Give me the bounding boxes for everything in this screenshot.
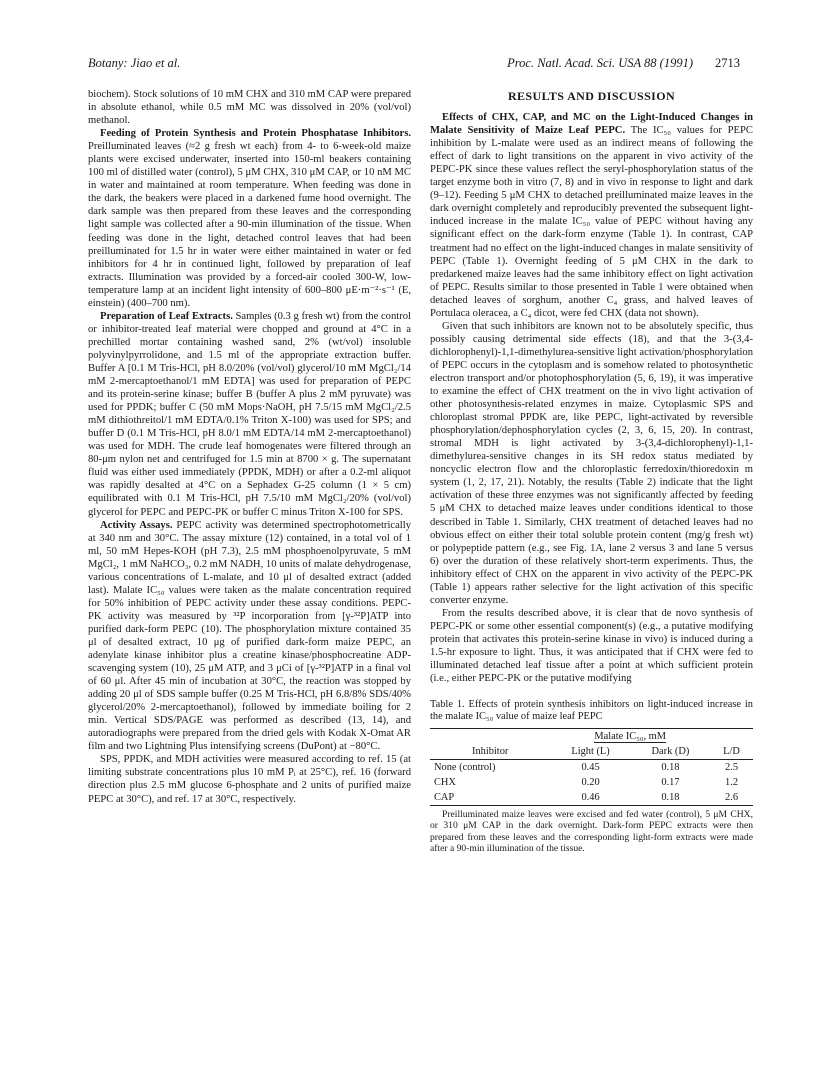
section-body: Preilluminated leaves (≈2 g fresh wt each) from 4- to 6-week-old maize plants were excised underwater, inserted into 150-ml beakers containing 100 ml of distilled water (control), 5 μM CHX, 310 μM CAP, or 10 nM MC in water and maintained at room temperature. When feeding was done in the dark, the beakers were placed in a darkened fume hood overnight. The dark sample was then prepared from these leaves and the corresponding light sample was collected after a 90-min illumination of the tissue. When feeding was done in the light, detached control leaves that had been preilluminated for 1.5 hr in water were either maintained in water or fed inhibitors for 4 hr in continued light, followed by preparation of leaf extracts. Illumination was provided by a forced-air cooled 300-W, low-temperature lamp at an incident light intensity of 600–800 μE·m⁻²·s⁻¹ (E, einstein) (400–700 nm). bbox=[88, 141, 411, 309]
table-cell: 2.6 bbox=[725, 791, 739, 803]
table-column-header: Light (L) bbox=[571, 745, 610, 757]
header-right bbox=[507, 56, 740, 71]
table-row bbox=[430, 759, 753, 775]
table-cell: CHX bbox=[434, 776, 456, 788]
running-header bbox=[88, 56, 740, 72]
journal-citation: Proc. Natl. Acad. Sci. USA 88 (1991) bbox=[507, 56, 693, 70]
header-left: Botany: Jiao et al. bbox=[88, 56, 181, 70]
table-cell: CAP bbox=[434, 791, 455, 803]
table-header-blank bbox=[710, 728, 753, 744]
table-cell: 0.45 bbox=[581, 761, 600, 773]
table-cell: 0.46 bbox=[581, 791, 600, 803]
table-header-blank bbox=[430, 728, 550, 744]
results-heading: RESULTS AND DISCUSSION bbox=[507, 89, 676, 103]
table-cell: 0.18 bbox=[661, 791, 680, 803]
section-body: Samples (0.3 g fresh wt) from the control or inhibitor-treated leaf material were chopped and ground at 4°C in a prechilled mortar containing washed sand, 2% (wt/vol) insoluble polyvinylpyrrolidone, and 1.5 ml of the appropriate extraction buffer. Buffer A [0.1 M Tris-HCl, pH 8.0/20% (vol/vol) glycerol/10 mM MgCl₂/14 mM 2-mercaptoethanol/1 mM EDTA] was used for preparation of PEPC and its protein-serine kinase; buffer B (buffer A plus 2 mM pyruvate) was used for PPDK; buffer C (50 mM Mops·NaOH, pH 7.5/15 mM MgCl₂/2.5 mM dithiothreitol/1 mM EDTA/0.1% Triton X-100) was used for SPS; and buffer D (0.1 M Tris-HCl, pH 8.0/1 mM EDTA/14 mM 2-mercaptoethanol) was used for MDH. The crude leaf homogenates were filtered through an 80-μm nylon net and centrifuged for 1.5 min at 8700 × g. The supernatant fluid was either used immediately (PPDK, MDH) or after a 0.2-ml aliquot was rapidly desalted at 4°C on a Sephadex G-25 column (1 × 5 cm) equilibrated with 0.1 M Tris-HCl, pH 7.5/10 mM MgCl₂/20% (vol/vol) glycerol for PEPC and PEPC-PK or buffer C minus Triton X-100 for SPS. bbox=[88, 310, 411, 518]
section-heading: Effects of CHX, CAP, and MC on the Light-Induced Changes in Malate Sensitivity of Maize Leaf PEPC. bbox=[430, 112, 753, 137]
table-footnote: Preilluminated maize leaves were excised and fed water (control), 5 μM CHX, or 310 μM CAP in the dark overnight. Dark-form PEPC extracts were then prepared from these leaves and the corresponding light-form extracts were made after a 90-min illumination of the tissue. bbox=[430, 808, 753, 854]
group-header-text: Malate IC₅₀, mM bbox=[594, 730, 667, 742]
table-cell: 0.17 bbox=[661, 776, 680, 788]
table-cell: 0.18 bbox=[661, 761, 680, 773]
table-column-header: Inhibitor bbox=[471, 745, 509, 757]
table-caption: Table 1. Effects of protein synthesis inhibitors on light-induced increase in the malate IC₅₀ value of maize leaf PEPC bbox=[430, 699, 753, 723]
table-cell: 2.5 bbox=[725, 761, 739, 773]
section-assays bbox=[88, 519, 411, 754]
section-heading: Activity Assays. bbox=[100, 519, 173, 531]
table-cell: 1.2 bbox=[725, 776, 739, 788]
table-1 bbox=[430, 728, 753, 806]
table-row bbox=[430, 790, 753, 806]
paragraph-continued: biochem). Stock solutions of 10 mM CHX and 310 mM CAP were prepared in absolute ethanol, while 0.5 mM MC was dissolved in 20% (vol/vol) methanol. bbox=[88, 89, 411, 127]
left-column bbox=[88, 88, 411, 806]
table-group-header bbox=[550, 728, 710, 744]
results-paragraph-2: Given that such inhibitors are known not to be absolutely specific, thus possibly causing detrimental side effects (18), and that the 3-(3,4-dichlorophenyl)-1,1-dimethylurea-sensitive light activation/phosphorylation of PEPC occurs in the cytoplasm and is somehow related to photosynthetic electron transport and/or photophosphorylation (5, 6, 19), it was imperative to examine the effect of CHX treatment on the in vivo light activation of other photosynthesis-related enzymes in maize. Cytoplasmic SPS and chloroplast stromal PPDK are, like PEPC, light-activated by reversible phosphorylation/dephosphorylation cycles (2, 3, 6, 15, 20). In contrast, stromal MDH is light activated by 3-(3,4-dichlorophenyl)-1,1-dimethylurea-sensitive changes in its SH redox status mediated by noncyclic electron flow and the chloroplastic ferredoxin/thioredoxin m system (1, 2, 17, 21). Notably, the results (Table 2) indicate that the light activation of these three enzymes was not significantly affected by feeding 5 μM CHX to detached maize leaves under conditions identical to those described in Table 1. Similarly, CHX treatment of detached leaves had no obvious effect on either their total soluble protein content (mg/g fresh wt) or polypeptide pattern (e.g., see Fig. 1A, lane 2 versus 3 and lane 5 versus 6) over the duration of these relatively short-term experiments. Thus, the inhibitory effect of CHX on the apparent in vivo activity of the PEPC-PK (Table 1) appears rather selective for the light activation of this specific converter enzyme. bbox=[430, 320, 753, 606]
table-row bbox=[430, 775, 753, 790]
table-cell: 0.20 bbox=[581, 776, 600, 788]
right-column bbox=[430, 88, 753, 854]
results-paragraph-1 bbox=[430, 111, 753, 320]
table-column-header: L/D bbox=[723, 745, 740, 757]
page-number: 2713 bbox=[715, 56, 740, 70]
section-extracts bbox=[88, 310, 411, 519]
table-column-header: Dark (D) bbox=[651, 745, 690, 757]
table-cell: None (control) bbox=[434, 761, 496, 773]
section-feeding bbox=[88, 127, 411, 310]
results-paragraph-3: From the results described above, it is clear that de novo synthesis of PEPC-PK or some other essential component(s) (e.g., a putative modifying protein that activates this protein-serine kinase in vivo) is induced during a 1.5-hr exposure to light. Thus, it was anticipated that if CHX were fed to illuminated detached leaf tissue after a point at which sufficient protein (i.e., either PEPC-PK or the putative modifying bbox=[430, 607, 753, 685]
section-body: The IC₅₀ values for PEPC inhibition by L-malate were used as an indirect means of following the effect of dark to light transitions on the apparent in vivo activity of the PEPC-PK since these values reflect the seryl-phosphorylation status of the target enzyme both in vitro (7, 8) and in vivo in response to light and dark (9–12). Feeding 5 μM CHX to detached preilluminated maize leaves in the dark overnight completely and reproducibly prevented the subsequent light-induced increase in the malate IC₅₀ value of PEPC without having any significant effect on the dark-form enzyme (Table 1). In contrast, CAP treatment had no effect on the light-induced changes in malate sensitivity of PEPC (Table 1). Overnight feeding of 5 μM CHX in the dark to predarkened maize leaves had the same inhibitory effect on light activation of PEPC. Results similar to those presented in Table 1 were obtained when detached leaves of sorghum, another C₄ grass, and halved leaves of Portulaca oleracea, a C₄ dicot, were fed CHX (data not shown). bbox=[430, 125, 753, 319]
paragraph-sps-ppdk-mdh: SPS, PPDK, and MDH activities were measured according to ref. 15 (at limiting substrate concentrations plus 10 mM Pᵢ at 25°C), ref. 16 (forward direction plus 2.5 mM glucose 6-phosphate and 2 units of purified maize PEPC at 30°C), and ref. 17 at 30°C, respectively. bbox=[88, 754, 411, 805]
section-heading: Feeding of Protein Synthesis and Protein Phosphatase Inhibitors. bbox=[100, 128, 411, 140]
section-heading: Preparation of Leaf Extracts. bbox=[100, 310, 233, 322]
section-body: PEPC activity was determined spectrophotometrically at 340 nm and 30°C. The assay mixture (12) contained, in a total vol of 1 ml, 50 mM Hepes-KOH (pH 7.3), 2.5 mM phosphoenolpyruvate, 5 mM MgCl₂, 1 mM NaHCO₃, 0.2 mM NADH, 10 units of malate dehydrogenase, various concentrations of L-malate, and 10 μl of desalted extract (added last). Malate IC₅₀ values were taken as the malate concentration required for 50% inhibition of PEPC activity under these assay conditions. PEPC-PK activity was measured by ³²P incorporation from [γ-³²P]ATP into purified dark-form PEPC (10). The phosphorylation mixture contained 35 μl of desalted extract, 10 μg of purified dark-form maize PEPC, an adenylate kinase inhibitor plus a creatine kinase/phosphocreatine ADP-scavenging system (10), 25 μM ATP, and 3 μCi of [γ-³²P]ATP in a final vol of 60 μl. After 45 min of incubation at 30°C, the reaction was stopped by adding 20 μl of SDS sample buffer (0.25 M Tris-HCl, pH 6.8/8% SDS/40% glycerol/20% 2-mercaptoethanol), followed by immediate boiling for 2 min. Vertical SDS/PAGE was performed as described (13, 14), and autoradiographs were prepared from the dried gels with Kodak X-Omat AR film and two Lightning Plus intensifying screens (DuPont) at −80°C. bbox=[88, 519, 411, 753]
